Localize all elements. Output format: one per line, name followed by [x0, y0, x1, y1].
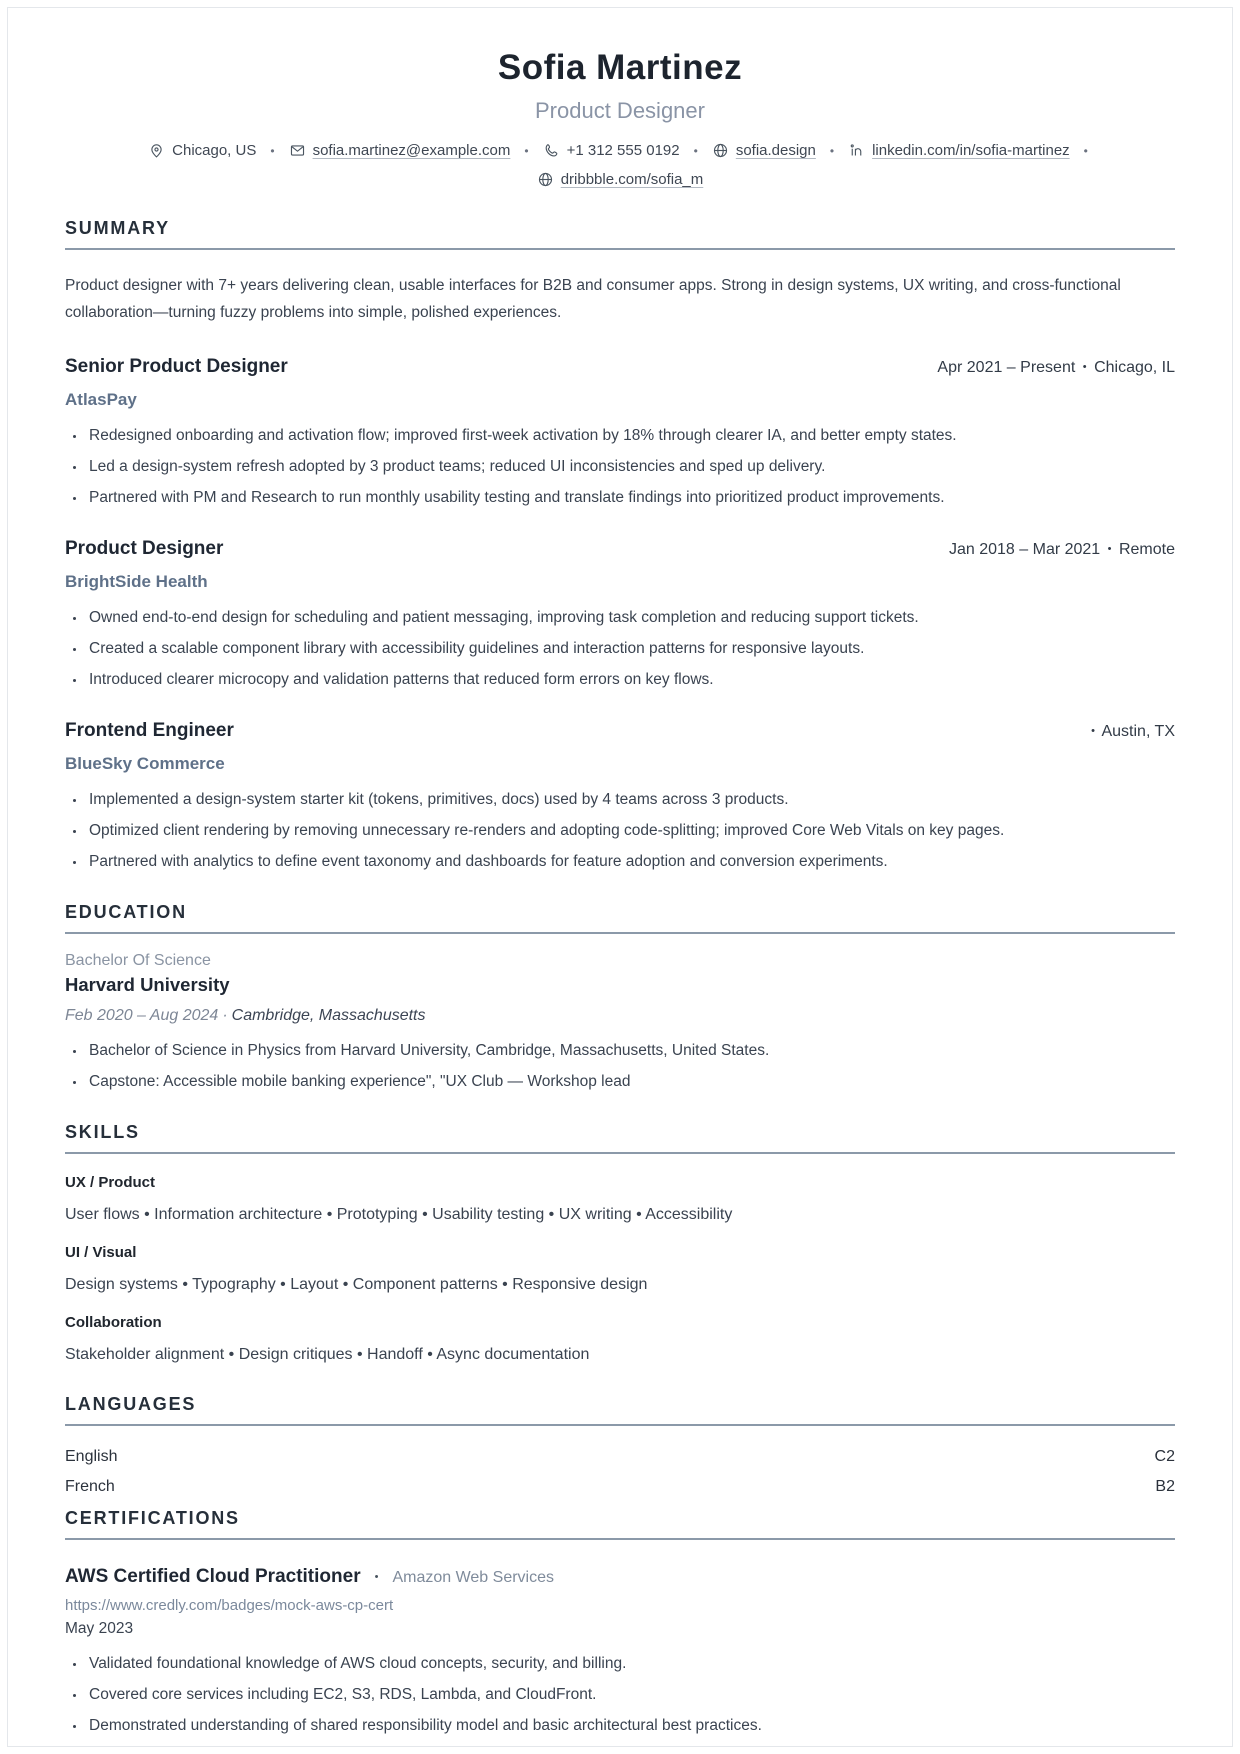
education-section-heading: EDUCATION	[65, 902, 1175, 934]
experience-entry	[65, 356, 1175, 508]
skill-group-items: User flows • Information architecture • Prototyping • Usability testing • UX writing • Accessibility	[65, 1206, 733, 1223]
skill-group	[65, 1314, 1175, 1364]
skill-group-label: Collaboration	[65, 1314, 162, 1331]
job-bullet: • Introduced clearer microcopy and validation patterns that reduced form errors on key flows.	[86, 670, 1175, 690]
education-degree: Bachelor Of Science	[65, 952, 211, 969]
certification-bullet-list	[65, 1654, 1175, 1736]
job-bullet: • Redesigned onboarding and activation flow; improved first-week activation by 18% through clearer IA, and better empty states.	[86, 426, 1175, 446]
resume-page	[7, 7, 1233, 1747]
job-meta	[1088, 723, 1175, 741]
contact-website-text[interactable]: sofia.design	[735, 142, 816, 159]
skill-group-items: Stakeholder alignment • Design critiques • Handoff • Async documentation	[65, 1346, 590, 1363]
language-row	[65, 1478, 1175, 1496]
language-row	[65, 1448, 1175, 1466]
education-bullet: • Bachelor of Science in Physics from Harvard University, Cambridge, Massachusetts, United States.	[86, 1041, 1175, 1061]
skill-group-items: Design systems • Typography • Layout • Component patterns • Responsive design	[65, 1276, 648, 1293]
person-name: Sofia Martinez	[497, 48, 743, 87]
job-bullet-list	[65, 790, 1175, 872]
company-name: BrightSide Health	[65, 572, 208, 591]
education-dates: Feb 2020 – Aug 2024	[65, 1007, 219, 1024]
languages-list	[65, 1448, 1175, 1496]
person-title: Product Designer	[535, 98, 705, 123]
contact-phone	[543, 142, 680, 159]
experience-entry	[65, 720, 1175, 872]
contact-email[interactable]	[289, 142, 511, 159]
job-meta-separator: •	[1091, 725, 1095, 737]
skill-group	[65, 1174, 1175, 1224]
contact-dribbble-text[interactable]: dribbble.com/sofia_m	[560, 171, 704, 188]
experience-entry	[65, 538, 1175, 690]
email-icon	[289, 142, 306, 159]
contact-email-text[interactable]: sofia.martinez@example.com	[312, 142, 511, 159]
job-bullet: • Implemented a design-system starter kit (tokens, primitives, docs) used by 4 teams across 3 products.	[86, 790, 1175, 810]
skills-section-heading: SKILLS	[65, 1122, 1175, 1154]
certification-url[interactable]: https://www.credly.com/badges/mock-aws-cp-cert	[65, 1597, 394, 1614]
linkedin-icon	[848, 142, 865, 159]
globe-icon	[712, 142, 729, 159]
job-location: Chicago, IL	[1094, 359, 1175, 376]
job-bullet: • Partnered with analytics to define event taxonomy and dashboards for feature adoption and conversion experiments.	[86, 852, 1175, 872]
job-title: Senior Product Designer	[65, 356, 288, 377]
summary-text: Product designer with 7+ years delivering clean, usable interfaces for B2B and consumer apps. Strong in design systems, UX writing, and cross-functional collaboration—turning fuzzy problems into simple, polished experiences.	[65, 277, 1121, 321]
education-bullet-list	[65, 1041, 1175, 1092]
contact-phone-text: +1 312 555 0192	[566, 142, 680, 159]
job-bullet: • Created a scalable component library with accessibility guidelines and interaction patterns for responsive layouts.	[86, 639, 1175, 659]
job-bullet-list	[65, 608, 1175, 690]
job-header	[65, 538, 1175, 560]
contact-separator: •	[524, 143, 529, 158]
job-bullet: • Led a design-system refresh adopted by 3 product teams; reduced UI inconsistencies and sped up delivery.	[86, 457, 1175, 477]
skill-group-label: UX / Product	[65, 1174, 156, 1191]
education-school: Harvard University	[65, 974, 230, 995]
job-bullet: • Optimized client rendering by removing unnecessary re-renders and adopting code-splitting; improved Core Web Vitals on key pages.	[86, 821, 1175, 841]
skill-group-label: UI / Visual	[65, 1244, 137, 1261]
job-header	[65, 720, 1175, 742]
education-meta	[65, 1007, 1175, 1025]
contact-separator: •	[270, 143, 275, 158]
summary-section-heading: SUMMARY	[65, 218, 1175, 250]
certification-bullet: • Validated foundational knowledge of AWS cloud concepts, security, and billing.	[86, 1654, 1175, 1674]
contact-row-primary	[65, 142, 1175, 159]
certification-bullet: • Demonstrated understanding of shared responsibility model and basic architectural best practices.	[86, 1716, 1175, 1736]
certification-header	[65, 1566, 1175, 1588]
contact-separator: •	[829, 143, 835, 158]
job-bullet-list	[65, 426, 1175, 508]
job-meta	[937, 359, 1175, 377]
certification-date: May 2023	[65, 1620, 134, 1637]
job-meta	[949, 541, 1175, 559]
certifications-section-heading: CERTIFICATIONS	[65, 1508, 1175, 1540]
language-level: B2	[1155, 1478, 1175, 1495]
contact-separator: •	[1083, 143, 1088, 158]
contact-linkedin-text[interactable]: linkedin.com/in/sofia-martinez	[872, 142, 1070, 159]
contact-linkedin[interactable]	[848, 142, 1070, 159]
job-header	[65, 356, 1175, 378]
certification-bullet: • Covered core services including EC2, S3, RDS, Lambda, and CloudFront.	[86, 1685, 1175, 1705]
language-name: English	[65, 1448, 118, 1465]
education-bullet: • Capstone: Accessible mobile banking experience", "UX Club — Workshop lead	[86, 1072, 1175, 1092]
location-pin-icon	[148, 142, 165, 159]
job-location: Remote	[1118, 541, 1175, 558]
job-title: Frontend Engineer	[65, 720, 234, 741]
job-dates: Jan 2018 – Mar 2021	[948, 541, 1101, 558]
job-bullet: • Partnered with PM and Research to run monthly usability testing and translate findings into prioritized product improvements.	[86, 488, 1175, 508]
job-location: Austin, TX	[1101, 723, 1175, 740]
certification-issuer: Amazon Web Services	[392, 1569, 554, 1586]
education-location: Cambridge, Massachusetts	[231, 1007, 426, 1024]
company-name: AtlasPay	[65, 390, 137, 409]
job-meta-separator: •	[1082, 361, 1087, 373]
job-dates: Apr 2021 – Present	[937, 359, 1076, 376]
education-meta-separator: ·	[222, 1007, 228, 1024]
job-meta-separator: •	[1107, 543, 1112, 555]
contact-dribbble[interactable]	[537, 171, 704, 188]
languages-section-heading: LANGUAGES	[65, 1394, 1175, 1426]
contact-location-text: Chicago, US	[172, 142, 257, 159]
globe-icon	[537, 171, 554, 188]
certification-entry	[65, 1566, 1175, 1736]
company-name: BlueSky Commerce	[65, 754, 225, 773]
job-title: Product Designer	[65, 538, 224, 559]
certification-separator: •	[374, 1571, 379, 1583]
contact-row-secondary	[65, 171, 1175, 188]
contact-website[interactable]	[712, 142, 816, 159]
certification-title: AWS Certified Cloud Practitioner	[65, 1566, 361, 1587]
contact-location	[148, 142, 256, 159]
skill-group	[65, 1244, 1175, 1294]
job-bullet: • Owned end-to-end design for scheduling and patient messaging, improving task completion and reducing support tickets.	[86, 608, 1175, 628]
language-level: C2	[1154, 1448, 1175, 1465]
language-name: French	[65, 1478, 115, 1495]
contact-separator: •	[693, 143, 698, 158]
phone-icon	[543, 142, 560, 159]
resume-content	[8, 8, 1232, 1736]
